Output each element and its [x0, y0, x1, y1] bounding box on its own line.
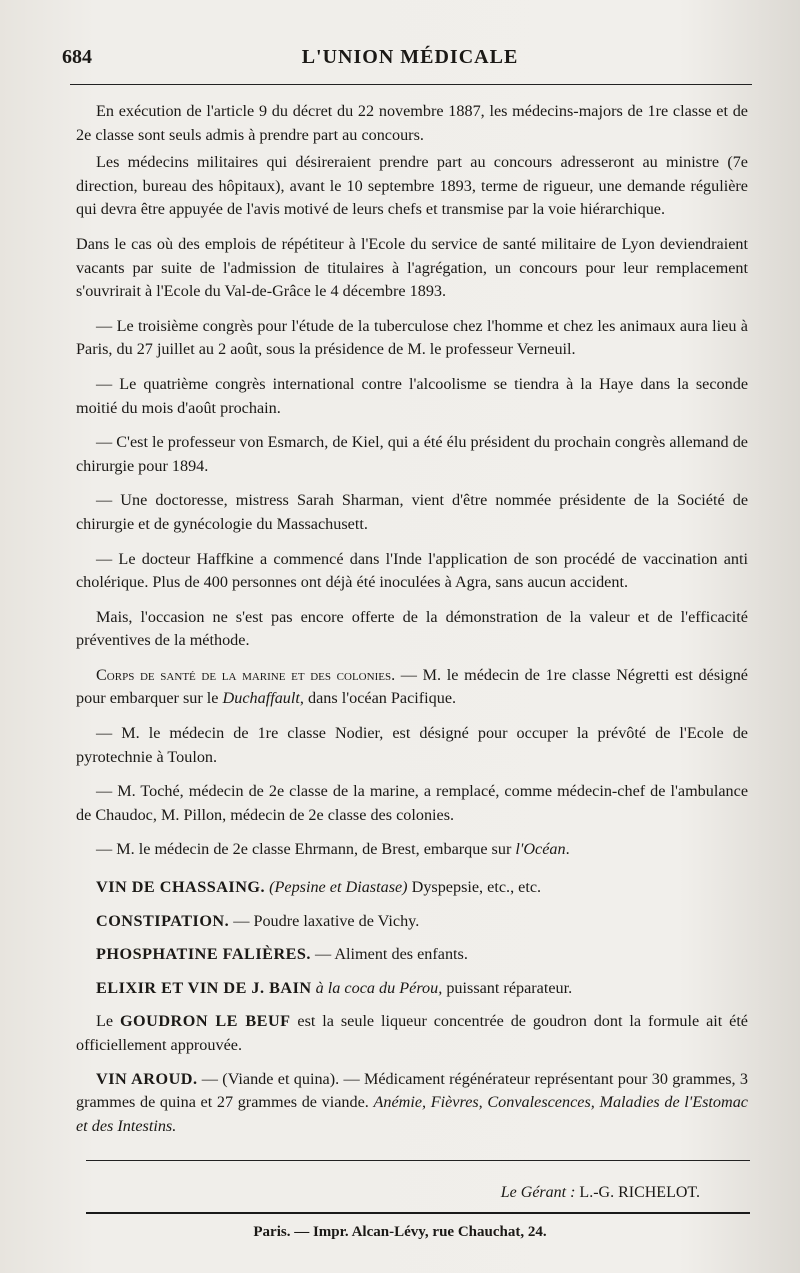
ad-name: GOUDRON LE BEUF — [119, 1012, 291, 1031]
ad-text: Le — [96, 1012, 120, 1031]
ad-italic: (Pepsine et Diastase) — [269, 878, 408, 897]
paragraph: — M. le médecin de 1re classe Nodier, est désigné pour occuper la prévôté de l'Ecole de pyrotechnie à Toulon. — [76, 724, 748, 766]
paragraph — [76, 664, 748, 711]
paragraph — [76, 838, 748, 862]
paragraph: — Le docteur Haffkine a commencé dans l'Inde l'application de son procédé de vaccination anti cholérique. Plus de 400 personnes ont déjà été inoculées à Agra, sans aucun accident. — [76, 549, 748, 592]
ad-italic: Anémie, Fièvres, Convalescences, Maladies de l'Estomac et des Intestins. — [76, 1093, 748, 1135]
signature — [501, 1184, 700, 1202]
ad-name: VIN DE CHASSAING. — [96, 878, 266, 897]
printer-imprint: Paris. — Impr. Alcan-Lévy, rue Chauchat, 24. — [253, 1224, 547, 1240]
ad-text: — (Viande et quina). — Médicament régénérateur représentant pour 30 grammes, 3 grammes de quina et 27 grammes de viande. — [76, 1069, 748, 1112]
header-rule — [70, 84, 752, 85]
signature-name: L.-G. RICHELOT. — [575, 1184, 700, 1201]
ad-text: puissant réparateur. — [442, 978, 573, 997]
paragraph: — Le quatrième congrès international contre l'alcoolisme se tiendra à la Haye dans la seconde moitié du mois d'août prochain. — [76, 374, 748, 417]
ad-text: — Aliment des enfants. — [310, 945, 468, 964]
advertisement — [76, 1010, 748, 1057]
paragraph-text: — M. le médecin de 1re classe Négretti est désigné pour embarquer sur le — [76, 665, 748, 708]
paragraph: En exécution de l'article 9 du décret du 22 novembre 1887, les médecins-majors de 1re classe et de 2e classe sont seuls admis à prendre part au concours. — [76, 102, 748, 144]
footer-rule — [86, 1212, 750, 1214]
article-body — [76, 100, 748, 1148]
paragraph: Les médecins militaires qui désireraient prendre part au concours adresseront au ministre (7e direction, bureau des hôpitaux), avant le 10 septembre 1893, terme de rigueur, une demande régulière qui devra être appuyée de l'avis motivé de leurs chefs et transmise par la voie hiérarchique. — [76, 153, 748, 219]
paragraph: — C'est le professeur von Esmarch, de Kiel, qui a été élu président du prochain congrès allemand de chirurgie pour 1894. — [76, 433, 748, 475]
ship-name: Duchaffault — [222, 689, 300, 708]
section-rule — [86, 1160, 750, 1161]
journal-title: L'UNION MÉDICALE — [301, 46, 519, 68]
paragraph: Dans le cas où des emplois de répétiteur à l'Ecole du service de santé militaire de Lyon deviendraient vacants par suite de l'admission de titulaires à l'agrégation, un concours pour leur remplacement s'ouvrirait à l'Ecole du Val-de-Grâce le 4 décembre 1893. — [76, 234, 748, 301]
paragraph-text: . — [565, 840, 570, 859]
ad-name: CONSTIPATION. — [96, 911, 230, 930]
ad-name: VIN AROUD. — [96, 1069, 198, 1088]
page-header — [60, 46, 760, 76]
paragraph: Mais, l'occasion ne s'est pas encore offerte de la démonstration de la valeur et de l'efficacité préventives de la méthode. — [76, 607, 748, 650]
ad-text: Dyspepsie, etc., etc. — [407, 878, 542, 897]
ad-text: est la seule liqueur concentrée de goudron dont la formule ait été officiellement approuvée. — [76, 1012, 748, 1054]
ad-name: ELIXIR ET VIN DE J. BAIN — [96, 978, 312, 997]
paragraph: — Le troisième congrès pour l'étude de la tuberculose chez l'homme et chez les animaux aura lieu à Paris, du 27 juillet au 2 août, sous la présidence de M. le professeur Verneuil. — [76, 316, 748, 359]
page-number: 684 — [62, 46, 92, 68]
advertisement — [76, 876, 748, 900]
paragraph-text: — M. le médecin de 2e classe Ehrmann, de Brest, embarque sur — [96, 840, 516, 859]
paragraph: — M. Toché, médecin de 2e classe de la marine, a remplacé, comme médecin-chef de l'ambulance de Chaudoc, M. Pillon, médecin de 2e classe des colonies. — [76, 782, 748, 824]
ad-name: PHOSPHATINE FALIÈRES. — [96, 945, 311, 964]
advertisement — [76, 910, 748, 934]
ad-text: — Poudre laxative de Vichy. — [229, 911, 420, 930]
signature-label: Le Gérant : — [500, 1184, 576, 1201]
paragraph: — Une doctoresse, mistress Sarah Sharman, vient d'être nommée présidente de la Société de chirurgie et de gynécologie du Massachusett. — [76, 491, 748, 533]
paragraph-text: , dans l'océan Pacifique. — [299, 689, 457, 708]
ad-italic: à la coca du Pérou, — [311, 978, 443, 997]
advertisement — [76, 1068, 748, 1139]
advertisement — [76, 943, 748, 967]
ship-name: l'Océan — [515, 840, 566, 859]
advertisement — [76, 977, 748, 1001]
section-heading: Corps de santé de la marine et des colonies. — [96, 665, 396, 684]
